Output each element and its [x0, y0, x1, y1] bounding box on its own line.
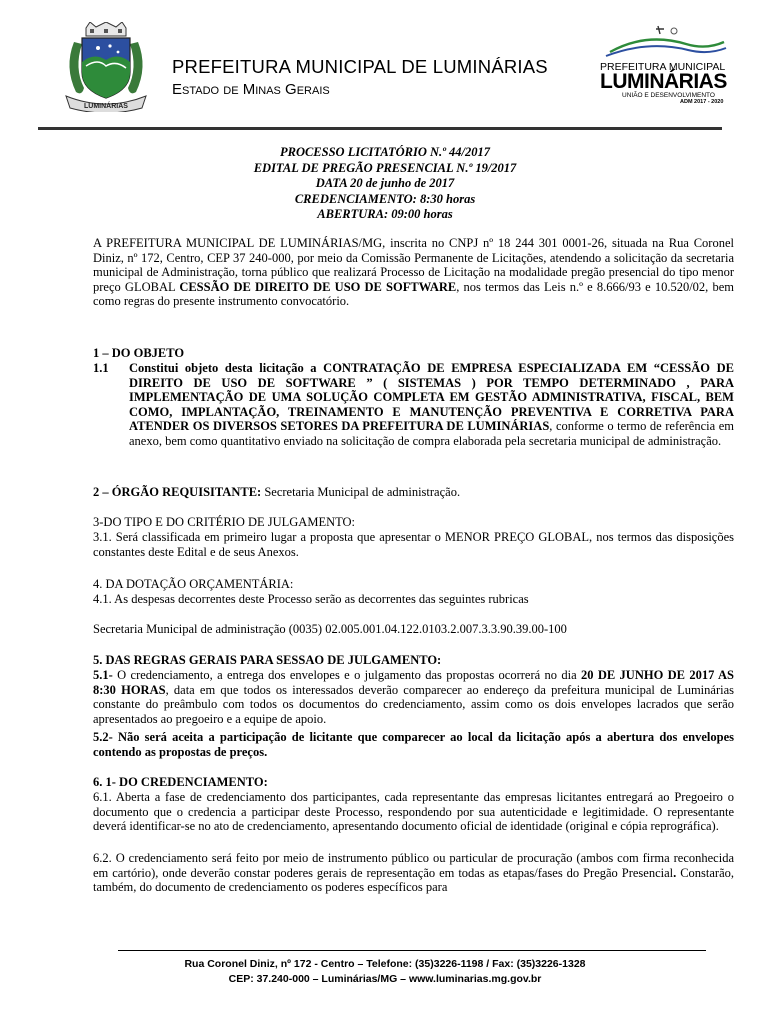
logo-term: ADM 2017 - 2020	[680, 99, 724, 105]
process-number: PROCESSO LICITATÓRIO N.º 44/2017	[279, 145, 491, 159]
section-5-1-date: 20 DE JUNHO DE 2017 AS 8:30 HORAS	[93, 668, 734, 697]
administration-logo	[596, 22, 732, 106]
section-5-1-text-end: , data em que todos os interessados deverão comparecer ao endereço da prefeitura municipal de Luminárias constante do preâmbulo com todos os documentos do credenciamento, assim como os dois envelopes lacrados que serão apresentados ao pregoeiro e a equipe de apoio.	[93, 682, 734, 726]
section-6-2-bold: .	[673, 865, 677, 880]
intro-object-bold: CESSÃO DE DIREITO DE USO DE SOFTWARE	[179, 279, 457, 294]
section-6-2-text-end: Constarão, também, do documento de credenciamento os poderes específicos para	[93, 865, 735, 894]
credenciamento-time: CREDENCIAMENTO: 8:30 horas	[294, 191, 476, 206]
document-header-title: PREFEITURA MUNICIPAL DE LUMINÁRIAS	[172, 56, 548, 77]
section-2-title: 2 – ÓRGÃO REQUISITANTE:	[93, 485, 262, 499]
crest-banner-text: LUMINÁRIAS	[84, 103, 128, 110]
edital-date: DATA 20 de junho de 2017	[315, 176, 455, 190]
header-divider	[38, 127, 722, 130]
section-4-rubrica: Secretaria Municipal de administração (0035) 02.005.001.04.122.0103.2.007.3.3.90.39.00-100	[93, 622, 567, 636]
footer-line-1: Rua Coronel Diniz, nº 172 - Centro – Telefone: (35)3226-1198 / Fax: (35)3226-1328	[184, 958, 586, 970]
intro-text-end: , nos termos das Leis n.º e 8.666/93 e 10.520/02, bem como regras do presente instrumento convocatório.	[93, 279, 734, 308]
section-2-text: Secretaria Municipal de administração.	[261, 485, 461, 499]
logo-tagline: UNIÃO E DESENVOLVIMENTO	[622, 92, 715, 99]
section-5-2: 5.2- Não será aceita a participação de licitante que comparecer ao local da licitação após a abertura dos envelopes contendo as propostas de preços.	[93, 730, 734, 759]
section-1-1-object: Constitui objeto desta licitação a CONTRATAÇÃO DE EMPRESA ESPECIALIZADA EM “CESSÃO DE DIREITO DE USO DE SOFTWARE ” ( SISTEMAS ) POR TEMPO DETERMINADO , PARA IMPLEMENTAÇÃO DE UMA SOLUÇÃO COMPLETA EM GESTÃO ADMINISTRATIVA, FISCAL, BEM COMO, IMPLANTAÇÃO, TREINAMENTO E MANUTENÇÃO PREVENTIVA E CORRETIVA PARA ATENDER OS DIVERSOS SETORES DA PREFEITURA DE LUMINÁRIAS	[129, 361, 734, 433]
process-heading	[0, 145, 770, 223]
section-4-title: 4. DA DOTAÇÃO ORÇAMENTÁRIA:	[93, 577, 294, 591]
document-header-subtitle: Estado de Minas Gerais	[172, 81, 330, 98]
section-5-1-label: 5.1-	[93, 668, 113, 682]
section-4-text: 4.1. As despesas decorrentes deste Processo serão as decorrentes das seguintes rubricas	[93, 592, 529, 606]
section-5-1-text: O credenciamento, a entrega dos envelopes e o julgamento das propostas ocorrerá no dia	[112, 668, 581, 682]
footer-line-2: CEP: 37.240-000 – Luminárias/MG – www.luminarias.mg.gov.br	[228, 972, 542, 985]
intro-paragraph	[93, 236, 734, 309]
section-3-title: 3-DO TIPO E DO CRITÉRIO DE JULGAMENTO:	[93, 515, 356, 529]
edital-number: EDITAL DE PREGÃO PRESENCIAL N.º 19/2017	[253, 160, 517, 175]
section-2	[93, 485, 734, 500]
section-1-1	[93, 361, 734, 448]
abertura-time: ABERTURA: 09:00 horas	[317, 207, 453, 221]
section-6-2-text: 6.2. O credenciamento será feito por meio de instrumento público ou particular de procuração (ambos com firma reconhecida em cartório), onde deverão constar poderes gerais de representação em todas as etapas/fases do Pregão Presencial	[93, 851, 734, 880]
logo-line-1: PREFEITURA MUNICIPAL	[600, 61, 726, 73]
footer-address	[0, 957, 770, 986]
section-1-1-text: , conforme o termo de referência em anexo, bem como quantitativo enviado na solicitação de compra elaborada pela secretaria municipal de administração.	[129, 419, 734, 448]
section-1-1-number: 1.1	[93, 361, 109, 375]
municipal-coat-of-arms	[62, 22, 150, 112]
section-6-1: 6.1. Aberta a fase de credenciamento dos participantes, cada representante das empresas licitantes entregará ao Pregoeiro o documento que o credencia a participar deste Processo, respondendo por sua autenticidade e legitimidade. O representante deverá identificar-se no ato de credenciamento, apresentando documento oficial de identidade (original e cópia reprográfica).	[93, 790, 734, 833]
section-5-title: 5. DAS REGRAS GERAIS PARA SESSAO DE JULGAMENTO:	[93, 653, 442, 667]
footer-divider	[118, 950, 706, 951]
section-3-text: 3.1. Será classificada em primeiro lugar a proposta que apresentar o MENOR PREÇO GLOBAL, nos termos das disposições constantes deste Edital e de seus Anexos.	[93, 530, 734, 559]
section-5-1	[93, 668, 734, 726]
section-1-title: 1 – DO OBJETO	[93, 346, 185, 360]
intro-text: A PREFEITURA MUNICIPAL DE LUMINÁRIAS/MG, inscrita no CNPJ nº 18 244 301 0001-26, situada na Rua Coronel Diniz, nº 172, Centro, CEP 37 240-000, por meio da Comissão Permanente de Licitações, atendendo a solicitação da secretaria municipal de Administração, torna público que realizará Processo de Licitação na modalidade pregão presencial do tipo menor preço GLOBAL	[93, 236, 734, 294]
section-6-title: 6. 1- DO CREDENCIAMENTO:	[93, 775, 268, 789]
logo-line-2: LUMINÁRIAS	[600, 70, 727, 93]
section-6-2	[93, 851, 734, 895]
